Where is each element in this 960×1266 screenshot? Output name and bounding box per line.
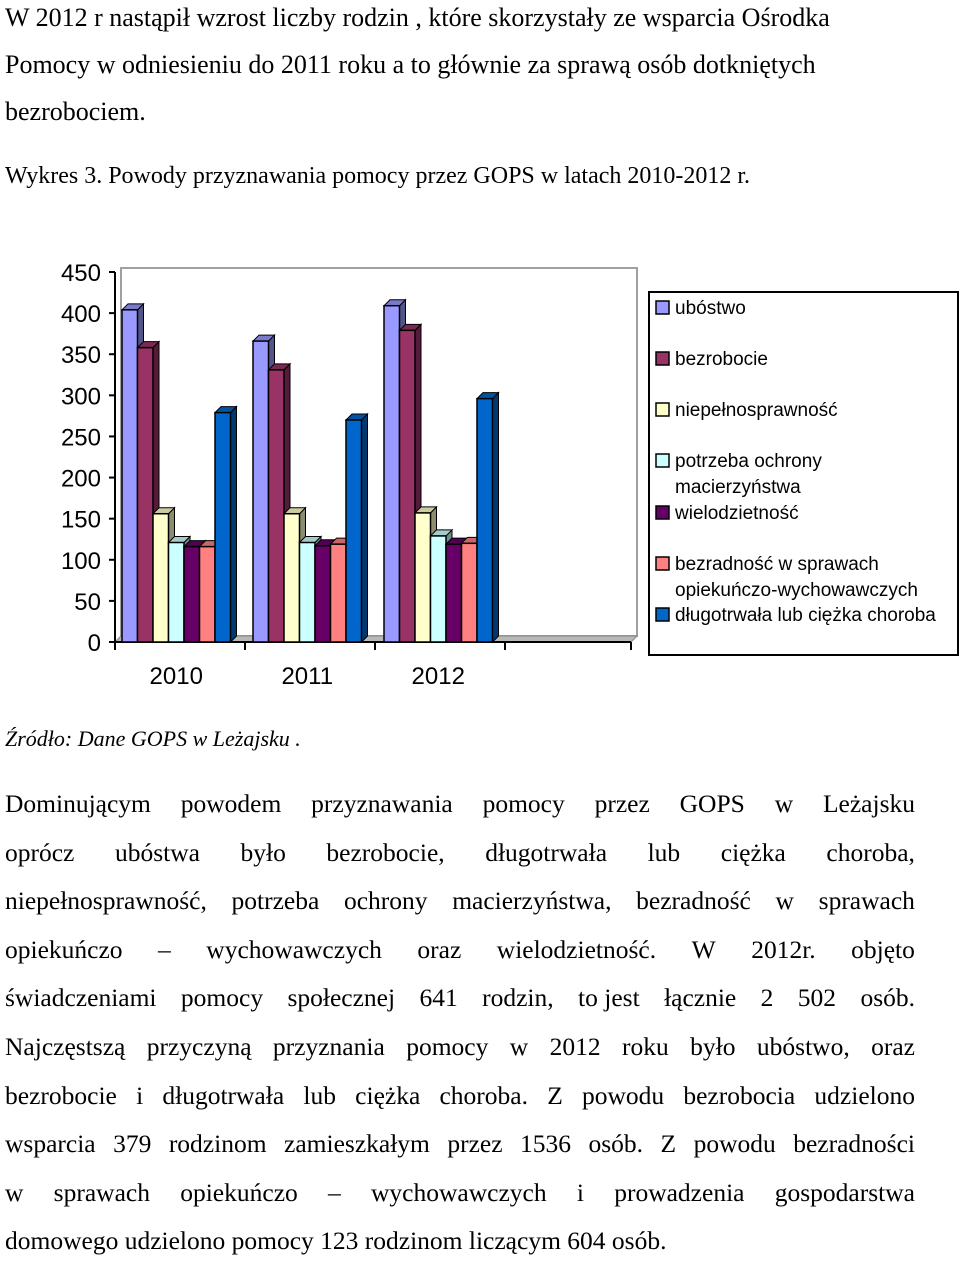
body-word: pomocy <box>482 789 565 818</box>
x-category-label: 2010 <box>149 663 203 690</box>
body-word: Z <box>547 1080 563 1110</box>
y-tick-label: 250 <box>60 424 101 452</box>
body-word: osób. <box>588 1129 644 1159</box>
legend-swatch <box>656 352 669 365</box>
legend-swatch <box>656 454 669 467</box>
body-word: przez <box>594 789 650 818</box>
body-word: Z <box>660 1129 677 1159</box>
y-tick-label: 300 <box>60 383 101 411</box>
bar-chart <box>0 245 960 715</box>
body-word: powodem <box>180 789 282 818</box>
intro-line: bezrobociem. <box>5 97 146 126</box>
body-word: i <box>136 1080 144 1110</box>
body-word: przez <box>447 1129 503 1159</box>
body-word: oraz <box>417 934 462 964</box>
bar <box>169 543 185 642</box>
body-word: w <box>509 1031 529 1061</box>
body-word: w <box>774 789 794 818</box>
body-word: domowego udzielono pomocy 123 rodzinom liczącym 604 osób. <box>5 1226 667 1256</box>
legend-label: macierzyństwa <box>675 477 801 498</box>
body-word: bezrobocia <box>683 1080 796 1110</box>
bar <box>184 547 200 642</box>
body-word: 379 <box>113 1129 152 1159</box>
bar <box>269 370 285 642</box>
body-word: niepełnosprawność, <box>5 886 207 916</box>
body-word: było <box>240 837 286 867</box>
body-word: bezrobocie, <box>326 837 445 867</box>
body-word: lub <box>303 1080 336 1110</box>
body-word: pomocy <box>180 983 264 1013</box>
legend-label: ubóstwo <box>675 298 746 319</box>
bar <box>315 546 331 642</box>
body-word: lub <box>647 837 681 867</box>
bar <box>284 514 300 642</box>
body-line <box>5 1217 915 1266</box>
body-line <box>5 1169 915 1218</box>
body-word: choroba, <box>826 837 915 867</box>
bar <box>253 341 269 642</box>
body-word: przyczyną <box>146 1031 252 1061</box>
bar-side <box>231 407 237 642</box>
body-word: GOPS <box>679 789 745 818</box>
body-word: ciężka <box>355 1080 421 1110</box>
body-word: długotrwała <box>485 837 608 867</box>
body-word: wychowawczych <box>371 1177 547 1207</box>
bar <box>215 413 231 642</box>
body-word: świadczeniami <box>5 983 157 1013</box>
legend-label: niepełnosprawność <box>675 400 838 421</box>
intro-line: W 2012 r nastąpił wzrost liczby rodzin , które skorzystały ze wsparcia Ośrodka <box>5 3 830 32</box>
bar-side <box>362 414 368 642</box>
body-word: łącznie <box>664 983 737 1013</box>
body-word: długotrwała <box>162 1080 285 1110</box>
body-word: prowadzenia <box>614 1177 745 1207</box>
bar <box>331 544 347 642</box>
legend-label: bezrobocie <box>675 349 768 370</box>
body-word: wsparcia <box>5 1129 96 1159</box>
body-line <box>5 1023 915 1072</box>
bar <box>153 514 169 642</box>
y-tick-label: 400 <box>60 301 101 329</box>
y-tick-label: 150 <box>60 506 101 534</box>
body-line <box>5 829 915 878</box>
body-line <box>5 877 915 926</box>
body-word: 1536 <box>520 1129 572 1159</box>
body-word: bezrobocie <box>5 1080 117 1110</box>
body-word: wielodzietność. <box>496 934 657 964</box>
bar <box>400 330 416 642</box>
body-word: powodu <box>693 1129 776 1159</box>
body-word: rodzin, <box>482 983 554 1013</box>
figure-caption: Wykres 3. Powody przyznawania pomocy przez GOPS w latach 2010-2012 r. <box>5 163 751 189</box>
y-tick-label: 50 <box>74 588 101 616</box>
body-line <box>5 974 915 1023</box>
body-word: sprawach <box>53 1177 150 1207</box>
bar <box>200 547 216 642</box>
chart-container <box>0 245 960 720</box>
body-word: przyznawania <box>311 789 453 818</box>
legend-swatch <box>656 403 669 416</box>
bar <box>431 536 447 642</box>
body-word: Dominującym <box>5 789 151 818</box>
body-word: potrzeba <box>231 886 320 916</box>
body-word: ciężka <box>720 837 786 867</box>
body-word: bezradność <box>636 886 751 916</box>
body-word: Najczęstszą <box>5 1031 126 1061</box>
x-category-label: 2011 <box>281 663 334 690</box>
bar <box>415 513 431 642</box>
bar <box>138 348 154 642</box>
legend-label: bezradność w sprawach <box>675 554 879 575</box>
body-word: 502 <box>797 983 837 1013</box>
body-word: gospodarstwa <box>774 1177 915 1207</box>
body-word: 2012r. <box>751 934 816 964</box>
source-note: Źródło: Dane GOPS w Leżajsku . <box>5 726 301 751</box>
bar-side <box>493 393 499 642</box>
bar <box>477 399 493 642</box>
bar <box>346 420 362 642</box>
body-word: choroba. <box>439 1080 528 1110</box>
body-word: to jest <box>578 983 640 1013</box>
body-word: 2 <box>760 983 774 1013</box>
body-line <box>5 926 915 975</box>
x-category-label: 2012 <box>411 663 465 690</box>
body-word: ubóstwa <box>114 837 200 867</box>
body-paragraph <box>5 780 915 1266</box>
body-word: roku <box>621 1031 669 1061</box>
body-word: i <box>576 1177 584 1207</box>
body-word: macierzyństwa, <box>452 886 612 916</box>
y-tick-label: 350 <box>60 342 101 370</box>
body-word: w <box>5 1177 24 1207</box>
body-word: bezradności <box>793 1129 915 1159</box>
body-word: przyznania <box>272 1031 385 1061</box>
legend-label: wielodzietność <box>675 503 799 524</box>
body-line <box>5 1072 915 1121</box>
y-tick-label: 100 <box>60 547 101 575</box>
body-word: objęto <box>851 934 915 964</box>
intro-paragraph <box>5 0 955 135</box>
body-word: społecznej <box>287 983 396 1013</box>
legend-swatch <box>656 557 669 570</box>
body-word: – <box>328 1177 341 1207</box>
bar <box>300 543 316 642</box>
body-word: oprócz <box>5 837 75 867</box>
body-line <box>5 780 915 829</box>
body-word: pomocy <box>406 1031 489 1061</box>
y-tick-label: 450 <box>60 260 101 287</box>
body-word: udzielono <box>814 1080 915 1110</box>
bar <box>446 544 462 642</box>
body-word: 641 <box>419 983 458 1013</box>
body-word: sprawach <box>818 886 915 916</box>
legend-label: opiekuńczo-wychowawczych <box>675 580 918 601</box>
body-word: ochrony <box>343 886 428 916</box>
body-word: opiekuńczo <box>5 934 123 964</box>
body-word: powodu <box>581 1080 665 1110</box>
legend-swatch <box>656 608 669 621</box>
legend-swatch <box>656 506 669 519</box>
body-word: W <box>691 934 716 964</box>
body-word: w <box>775 886 794 916</box>
body-word: było <box>690 1031 736 1061</box>
body-word: rodzinom <box>168 1129 267 1159</box>
intro-line: Pomocy w odniesieniu do 2011 roku a to głównie za sprawą osób dotkniętych <box>5 50 816 79</box>
body-word: oraz <box>871 1031 915 1061</box>
legend-label: długotrwała lub ciężka choroba <box>675 605 936 626</box>
body-word: wychowawczych <box>206 934 382 964</box>
body-word: – <box>158 934 171 964</box>
body-word: opiekuńczo <box>180 1177 298 1207</box>
legend-label: potrzeba ochrony <box>675 451 822 472</box>
bar <box>384 306 400 642</box>
body-word: zamieszkałym <box>284 1129 430 1159</box>
y-tick-label: 0 <box>87 630 101 657</box>
body-word: ubóstwo, <box>756 1031 850 1061</box>
body-word: Leżajsku <box>822 789 915 818</box>
bar <box>122 310 138 642</box>
body-line <box>5 1120 915 1169</box>
legend-swatch <box>656 301 669 314</box>
bar <box>462 543 478 642</box>
body-word: osób. <box>860 983 915 1013</box>
y-tick-label: 200 <box>60 465 101 493</box>
body-word: 2012 <box>549 1031 601 1061</box>
